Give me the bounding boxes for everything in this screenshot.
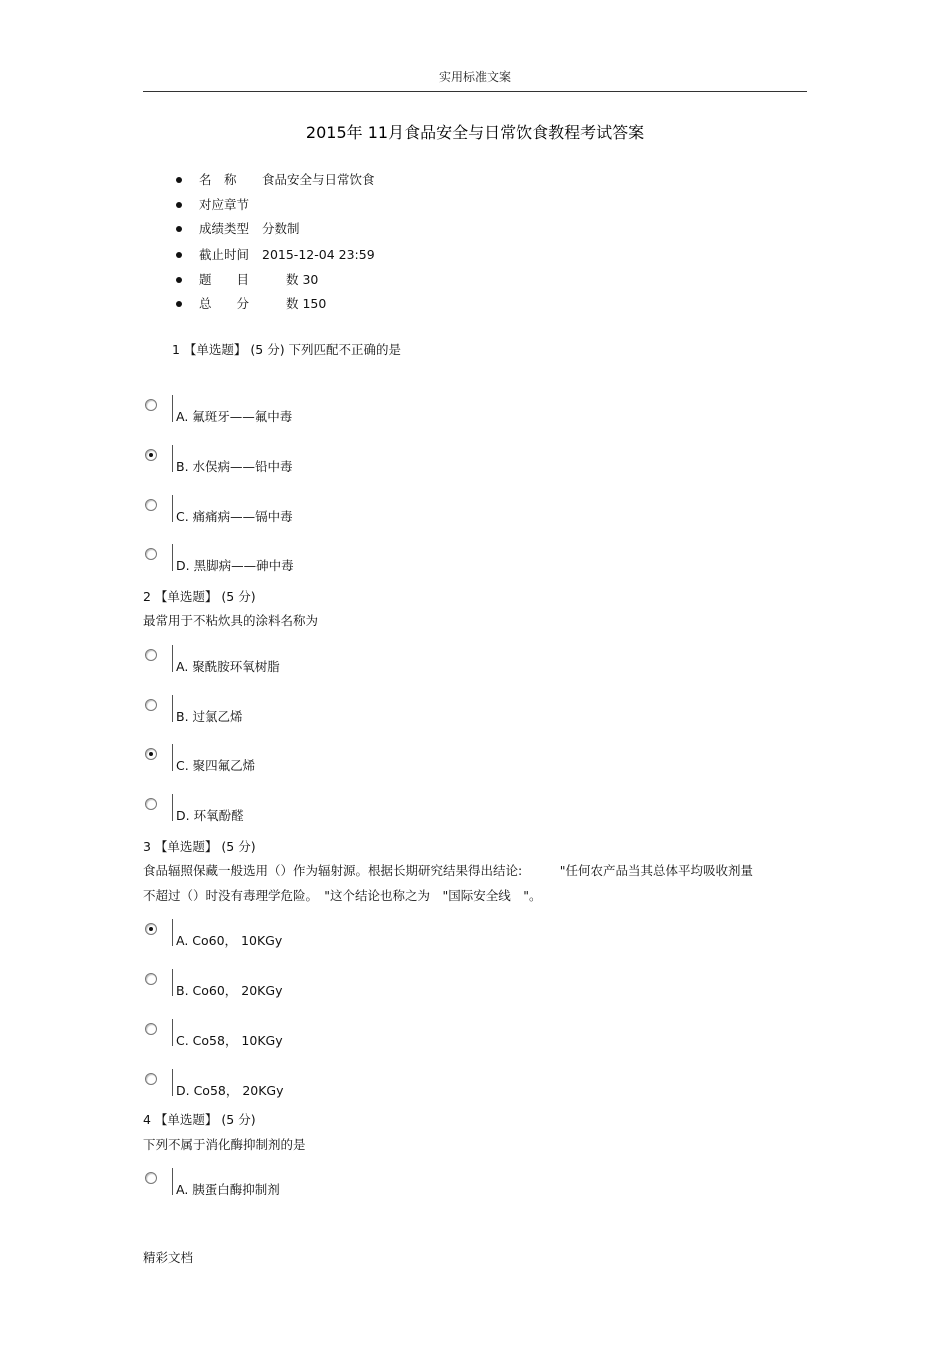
option-divider [172, 495, 173, 522]
bullet-icon [176, 301, 182, 307]
bullet-icon [176, 202, 182, 208]
meta-item-grade-type: 成绩类型 分数制 [176, 219, 300, 237]
meta-item-question-count: 题 目 数 30 [176, 270, 318, 288]
question-4-header: 4 【单选题】 (5 分) [143, 1112, 256, 1127]
page-footer: 精彩文档 [143, 1250, 194, 1265]
page-header: 实用标准文案 [438, 70, 511, 84]
question-2-text: 最常用于不粘炊具的涂料名称为 [143, 613, 319, 628]
radio-unchecked-icon[interactable] [145, 699, 157, 711]
option-divider [172, 744, 173, 771]
option-divider [172, 395, 173, 422]
question-1-header: 1 【单选题】 (5 分) 下列匹配不正确的是 [172, 342, 402, 357]
question-3-header: 3 【单选题】 (5 分) [143, 839, 256, 854]
meta-item-deadline: 截止时间 2015-12-04 23:59 [176, 245, 375, 263]
option-divider [172, 544, 173, 571]
question-3-text-line-2: 不超过（）时没有毒理学危险。 "这个结论也称之为 "国际安全线 "。 [143, 888, 542, 903]
option-divider [172, 919, 173, 946]
question-2-header: 2 【单选题】 (5 分) [143, 589, 256, 604]
radio-unchecked-icon[interactable] [145, 1023, 157, 1035]
meta-item-name: 名 称 食品安全与日常饮食 [176, 170, 375, 188]
page-title: 2015年 11月食品安全与日常饮食教程考试答案 [305, 123, 645, 142]
radio-unchecked-icon[interactable] [145, 649, 157, 661]
meta-item-chapter: 对应章节 [176, 195, 262, 213]
option-divider [172, 969, 173, 996]
radio-checked-icon[interactable] [145, 449, 157, 461]
option-divider [172, 1019, 173, 1046]
option-divider [172, 645, 173, 672]
bullet-icon [176, 177, 182, 183]
option-divider [172, 695, 173, 722]
radio-checked-icon[interactable] [145, 923, 157, 935]
option-divider [172, 445, 173, 472]
radio-unchecked-icon[interactable] [145, 499, 157, 511]
bullet-icon [176, 277, 182, 283]
option-divider [172, 1168, 173, 1195]
option-divider [172, 1069, 173, 1096]
radio-unchecked-icon[interactable] [145, 973, 157, 985]
bullet-icon [176, 226, 182, 232]
header-divider [143, 91, 807, 92]
radio-unchecked-icon[interactable] [145, 1172, 157, 1184]
radio-checked-icon[interactable] [145, 748, 157, 760]
question-3-text-line-1: 食品辐照保藏一般选用（）作为辐射源。根据长期研究结果得出结论: "任何农产品当其总体平均吸收剂量 [143, 863, 753, 878]
question-4-text: 下列不属于消化酶抑制剂的是 [143, 1137, 306, 1152]
option-divider [172, 794, 173, 821]
bullet-icon [176, 252, 182, 258]
radio-unchecked-icon[interactable] [145, 399, 157, 411]
radio-unchecked-icon[interactable] [145, 798, 157, 810]
radio-unchecked-icon[interactable] [145, 1073, 157, 1085]
meta-item-total-score: 总 分 数 150 [176, 294, 326, 312]
radio-unchecked-icon[interactable] [145, 548, 157, 560]
